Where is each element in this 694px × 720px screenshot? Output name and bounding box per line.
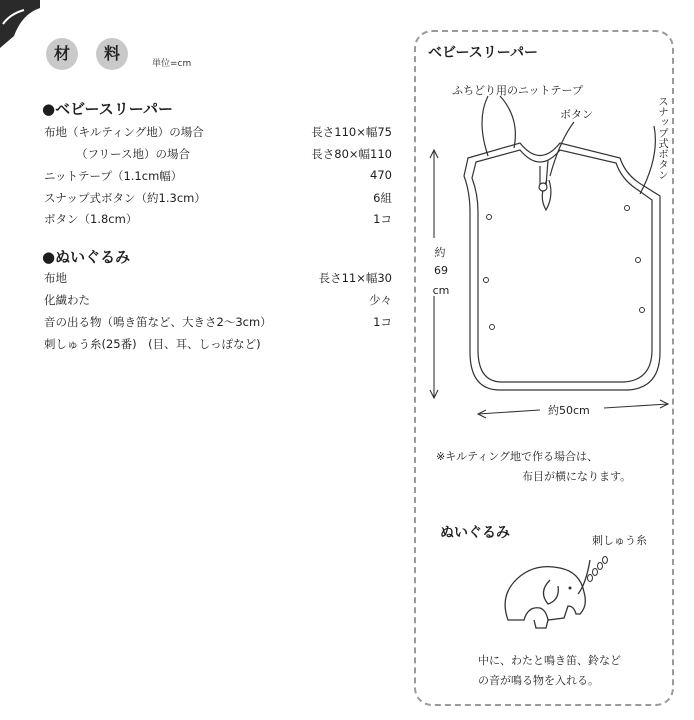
quilting-note-line-2: 布目が横になります。: [522, 470, 632, 483]
toy-note-line-2: の音が鳴る物を入れる。: [478, 674, 599, 687]
button-label: ボタン: [560, 108, 593, 121]
toy-note-line-1: 中に、わたと鳴き笛、鈴など: [478, 654, 621, 667]
sleeper-diagram-title: ベビースリーパー: [428, 45, 539, 61]
materials-header-char-2: 料: [96, 38, 128, 70]
width-label: 約50cm: [548, 404, 590, 417]
quilting-note-line-1: ※キルティング地で作る場合は、: [436, 450, 599, 463]
elephant-eye: [569, 587, 572, 590]
material-label: スナップ式ボタン（約1.3cm）: [44, 191, 206, 205]
material-value: 1コ: [373, 212, 392, 226]
unit-note: 単位=cm: [152, 59, 192, 69]
material-label: 布地（キルティング地）の場合: [44, 125, 204, 139]
material-value: 長さ11×幅30: [318, 271, 392, 285]
length-label-3: cm: [432, 284, 450, 297]
stuffed-toy-materials-title: ●ぬいぐるみ: [42, 248, 131, 266]
snap-button-label: スナップ式ボタン: [657, 96, 669, 180]
material-label: 布地: [44, 271, 67, 285]
embroidery-thread-label: 刺しゅう糸: [592, 534, 647, 547]
material-value: 長さ110×幅75: [311, 125, 392, 139]
material-label: ボタン（1.8cm）: [44, 212, 138, 226]
material-value: 1コ: [373, 315, 392, 329]
material-label: ニットテープ（1.1cm幅）: [44, 169, 183, 183]
stuffed-toy-diagram-title: ぬいぐるみ: [440, 525, 510, 541]
sleeper-materials-title: ●ベビースリーパー: [42, 100, 173, 118]
material-value: 長さ80×幅110: [311, 147, 392, 161]
length-label-2: 69: [434, 264, 448, 277]
material-label: （フリース地）の場合: [76, 147, 190, 161]
material-label: 刺しゅう糸(25番) (目、耳、しっぽなど): [44, 337, 261, 351]
knit-tape-label: ふちどり用のニットテープ: [452, 84, 584, 97]
material-value: 470: [370, 168, 392, 182]
material-label: 化繊わた: [44, 293, 90, 307]
length-label-1: 約: [434, 246, 446, 259]
material-value: 6組: [373, 191, 392, 205]
materials-header-char-1: 材: [46, 38, 78, 70]
material-label: 音の出る物（鳴き笛など、大きさ2～3cm）: [44, 315, 272, 329]
material-value: 少々: [369, 293, 392, 307]
